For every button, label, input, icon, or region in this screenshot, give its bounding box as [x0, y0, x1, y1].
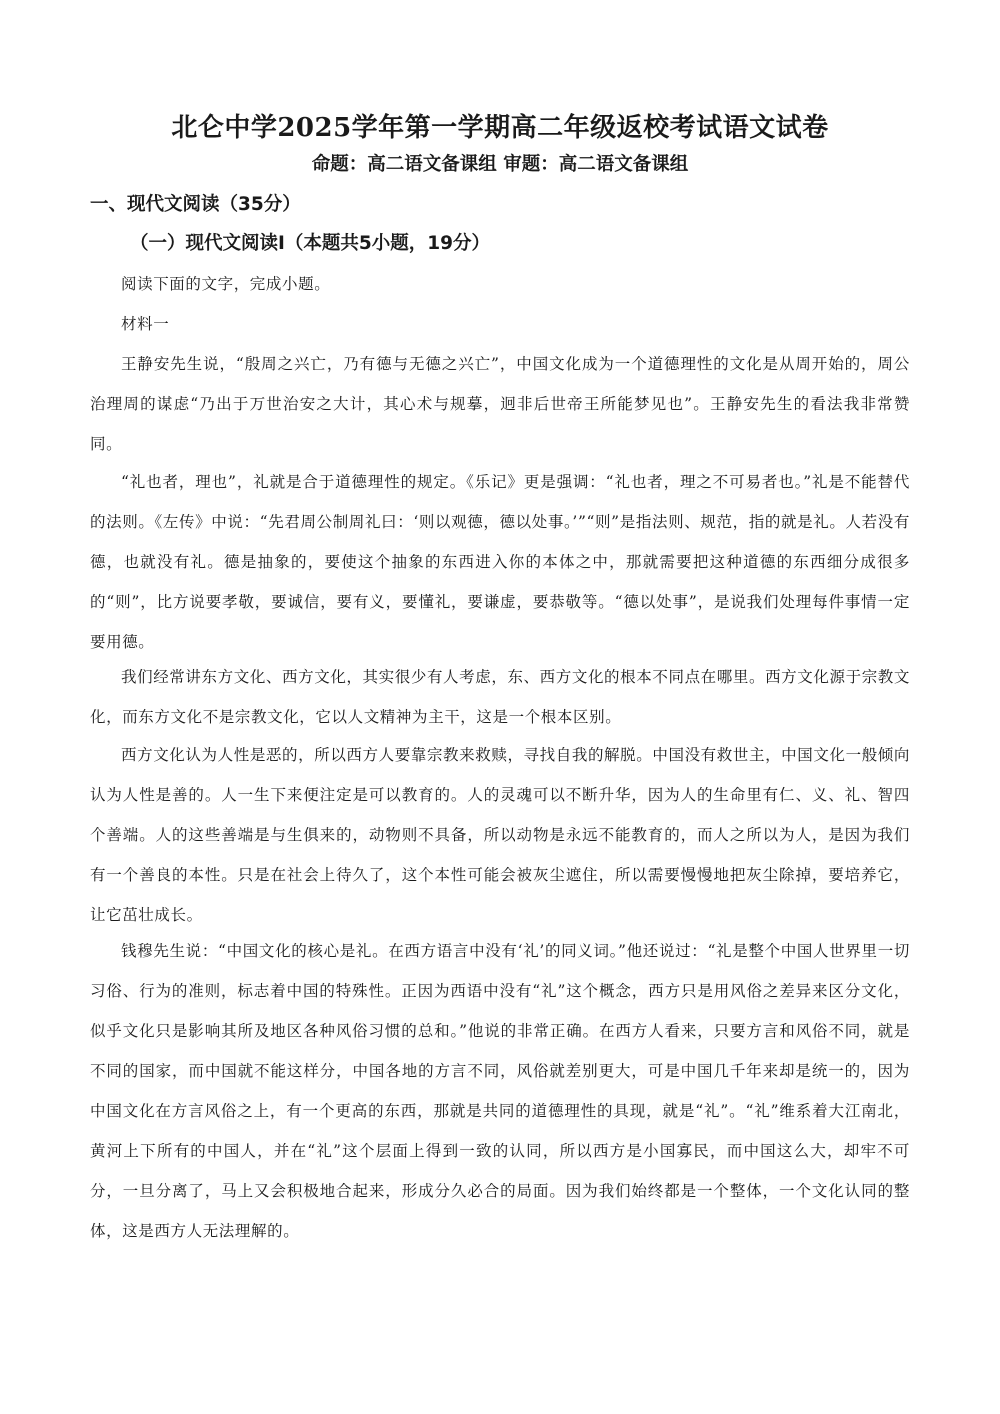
passage-paragraph: 西方文化认为人性是恶的，所以西方人要靠宗教来救赎，寻找自我的解脱。中国没有救世主，中国文化一般倾向认为人性是善的。人一生下来便注定是可以教育的。人的灵魂可以不断升华，因为人的生命里有仁、义、礼、智四个善端。人的这些善端是与生俱来的，动物则不具备，所以动物是永远不能教育的，而人之所以为人，是因为我们有一个善良的本性。只是在社会上待久了，这个本性可能会被灰尘遮住，所以需要慢慢地把灰尘除掉，要培养它，让它茁壮成长。	[90, 746, 910, 924]
section-heading: 一、现代文阅读（35分）	[90, 194, 301, 215]
reading-instruction: 阅读下面的文字，完成小题。	[121, 275, 331, 293]
exam-title: 北仑中学2025学年第一学期高二年级返校考试语文试卷	[171, 113, 829, 143]
passage-paragraph: 王静安先生说，“殷周之兴亡，乃有德与无德之兴亡”，中国文化成为一个道德理性的文化是从周开始的，周公治理周的谋虑“乃出于万世治安之大计，其心术与规摹，迥非后世帝王所能梦见也”。王静安先生的看法我非常赞同。	[90, 355, 910, 453]
passage-paragraph: 我们经常讲东方文化、西方文化，其实很少有人考虑，东、西方文化的根本不同点在哪里。西方文化源于宗教文化，而东方文化不是宗教文化，它以人文精神为主干，这是一个根本区别。	[90, 668, 910, 726]
material-label: 材料一	[121, 315, 170, 333]
passage-paragraph: 钱穆先生说：“中国文化的核心是礼。在西方语言中没有‘礼’的同义词。”他还说过：“礼是整个中国人世界里一切习俗、行为的准则，标志着中国的特殊性。正因为西语中没有“礼”这个概念，西方只是用风俗之差异来区分文化，似乎文化只是影响其所及地区各种风俗习惯的总和。”他说的非常正确。在西方人看来，只要方言和风俗不同，就是不同的国家，而中国就不能这样分，中国各地的方言不同，风俗就差别更大，可是中国几千年来却是统一的，因为中国文化在方言风俗之上，有一个更高的东西，那就是共同的道德理性的具现，就是“礼”。“礼”维系着大江南北，黄河上下所有的中国人，并在“礼”这个层面上得到一致的认同，所以西方是小国寡民，而中国这么大，却牢不可分，一旦分离了，马上又会积极地合起来，形成分久必合的局面。因为我们始终都是一个整体，一个文化认同的整体，这是西方人无法理解的。	[90, 942, 910, 1240]
subsection-heading: （一）现代文阅读Ⅰ（本题共5小题，19分）	[130, 233, 491, 254]
exam-subtitle: 命题：高二语文备课组 审题：高二语文备课组	[311, 154, 689, 175]
passage-paragraph: “礼也者，理也”，礼就是合于道德理性的规定。《乐记》更是强调：“礼也者，理之不可易者也。”礼是不能替代的法则。《左传》中说：“先君周公制周礼曰：‘则以观德，德以处事。’”“则”是指法则、规范，指的就是礼。人若没有德，也就没有礼。德是抽象的，要使这个抽象的东西进入你的本体之中，那就需要把这种道德的东西细分成很多的“则”，比方说要孝敬，要诚信，要有义，要懂礼，要谦虚，要恭敬等。“德以处事”，是说我们处理每件事情一定要用德。	[90, 473, 910, 651]
